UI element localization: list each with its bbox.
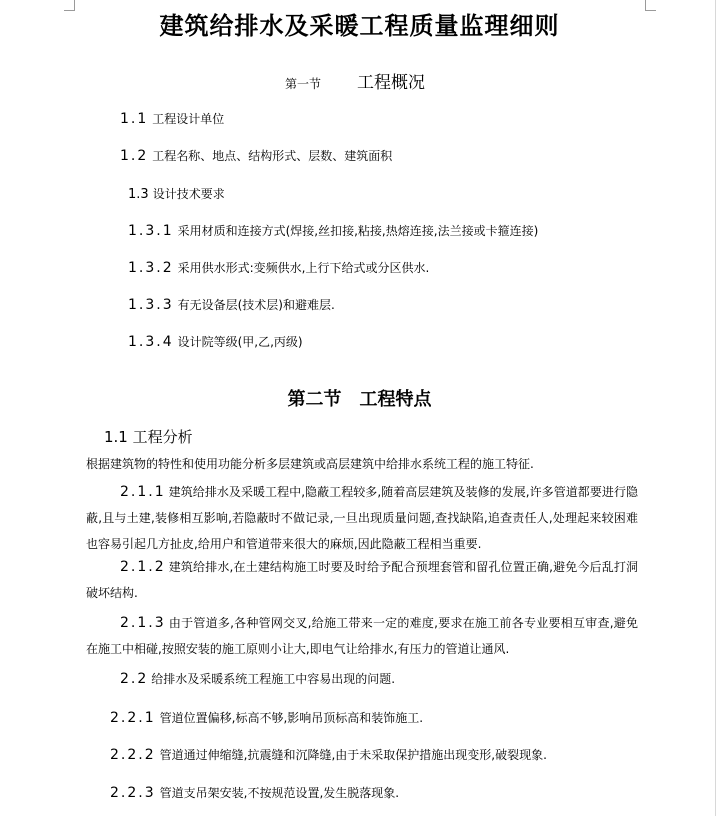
paragraph-text: 建筑给排水,在土建结构施工时要及时给予配合预埋套管和留孔位置正确,避免今后乱打洞破坏结构. — [86, 560, 638, 600]
paragraph — [86, 479, 638, 557]
list-item — [120, 147, 392, 164]
item-text: 采用供水形式:变频供水,上行下给式或分区供水. — [177, 261, 430, 275]
item-number: 2.2.1 — [110, 710, 156, 726]
section1-heading — [285, 68, 425, 93]
item-number: 1.3.4 — [128, 334, 174, 350]
list-item — [128, 222, 538, 239]
item-number: 1.3.3 — [128, 297, 174, 313]
item-number: 1.1 — [120, 111, 149, 127]
section2-name: 工程特点 — [359, 389, 432, 410]
list-item — [128, 296, 335, 313]
item-text: 工程设计单位 — [152, 112, 225, 126]
paragraph-number: 2.2 — [120, 671, 149, 687]
paragraph — [86, 554, 638, 606]
paragraph-number: 2.1.2 — [120, 559, 166, 575]
list-item — [110, 784, 399, 801]
paragraph-text: 建筑给排水及采暖工程中,隐蔽工程较多,随着高层建筑及装修的发展,许多管道都要进行隐蔽,且与土建,装修相互影响,若隐蔽时不做记录,一旦出现质量问题,查找缺陷,追查责任人,处理起来较困难也容易引起几方扯皮,给用户和管道带来很大的麻烦,因此隐蔽工程相当重要. — [86, 485, 638, 551]
item-number: 2.2.3 — [110, 785, 156, 801]
item-number: 1.2 — [120, 148, 149, 164]
list-item — [128, 185, 225, 202]
section1-name: 工程概况 — [357, 73, 426, 93]
section2-label: 第二节 — [287, 389, 342, 410]
paragraph-text: 由于管道多,各种管网交叉,给施工带来一定的难度,要求在施工前各专业要相互审查,避免在施工中相碰,按照安装的施工原则小让大,即电气让给排水,有压力的管道让通风. — [86, 616, 638, 656]
item-text: 设计技术要求 — [152, 187, 225, 201]
paragraph-text: 给排水及采暖系统工程施工中容易出现的问题. — [151, 672, 396, 686]
item-text: 采用材质和连接方式(焊接,丝扣接,粘接,热熔连接,法兰接或卡箍连接) — [177, 224, 539, 238]
subsection-heading: 1.1 工程分析 — [104, 428, 193, 446]
list-item — [110, 709, 423, 726]
item-number: 1.3.2 — [128, 260, 174, 276]
item-text: 管道通过伸缩缝,抗震缝和沉降缝,由于未采取保护措施出现变形,破裂现象. — [159, 748, 547, 762]
section1-label: 第一节 — [285, 77, 322, 91]
item-text: 管道位置偏移,标高不够,影响吊顶标高和装饰施工. — [159, 711, 424, 725]
item-text: 有无设备层(技术层)和避难层. — [177, 298, 335, 312]
list-item — [110, 746, 547, 763]
item-number: 1.3 — [128, 187, 149, 202]
list-item — [120, 110, 224, 127]
paragraph-number: 2.1.1 — [120, 484, 166, 500]
paragraph — [86, 610, 638, 662]
paragraph-number: 2.1.3 — [120, 615, 166, 631]
item-text: 工程名称、地点、结构形式、层数、建筑面积 — [152, 149, 393, 163]
item-text: 设计院等级(甲,乙,丙级) — [177, 335, 303, 349]
document-title: 建筑给排水及采暖工程质量监理细则 — [159, 11, 560, 40]
item-number: 1.3.1 — [128, 223, 174, 239]
intro-paragraph: 根据建筑物的特性和使用功能分析多层建筑或高层建筑中给排水系统工程的施工特征. — [86, 457, 534, 471]
section2-heading — [0, 385, 719, 411]
list-item — [128, 333, 303, 350]
list-item — [128, 259, 429, 276]
item-text: 管道支吊架安装,不按规范设置,发生脱落现象. — [159, 786, 400, 800]
paragraph — [86, 666, 638, 692]
item-number: 2.2.2 — [110, 747, 156, 763]
